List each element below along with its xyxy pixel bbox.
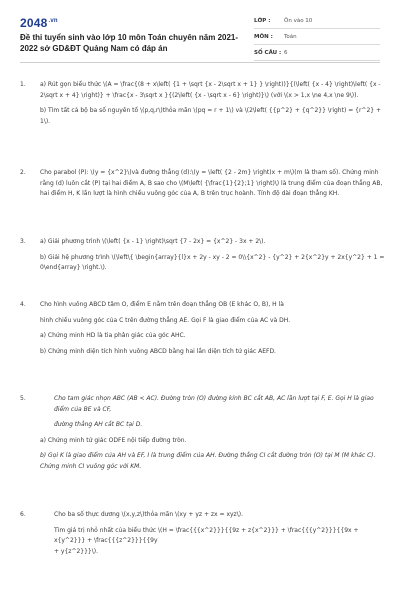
meta-value: Ôn vào 10	[284, 17, 313, 24]
question-text: Cho ba số thực dương \(x,y,z\)thỏa mãn \(xy + yz + zx = xyz\).	[54, 511, 243, 518]
question-number: 1.	[20, 81, 26, 88]
question-number: 4.	[20, 301, 26, 308]
question-body	[40, 510, 386, 557]
question-text: Cho hình vuông ABCD tâm O, điểm E nằm trên đoạn thẳng OB (E khác O, B), H là	[40, 301, 284, 308]
meta-value: Toán	[284, 33, 297, 40]
question-text: + y{z^2}}}\).	[54, 547, 99, 555]
question-body	[40, 394, 386, 472]
question-text: b) Gọi K là giao điểm của AH và EF, I là trung điểm của AH. Đường thẳng CI cắt đường tròn (O) tại M (M khác C). Chứng minh CI vuông góc với KM.	[40, 452, 376, 470]
question-body	[40, 237, 386, 274]
question-number: 3.	[20, 238, 26, 245]
header-divider	[20, 62, 380, 63]
question-body	[40, 300, 386, 357]
question-text: b) Tìm tất cả bộ ba số nguyên tố \(p,q,r\)thỏa mãn \(pq = r + 1\) và \(2\left( {{p^2} + {q^2}} \right) = {r^2} + 1\).	[40, 107, 382, 125]
meta-row-count	[254, 45, 380, 61]
question-text: a) Chứng minh HD là tia phân giác của góc AHC.	[40, 332, 186, 339]
document-title: Đề thi tuyển sinh vào lớp 10 môn Toán chuyên năm 2021-2022 sở GD&ĐT Quảng Nam có đáp án	[20, 33, 239, 53]
question-text: hình chiếu vuông góc của C trên đường thẳng AE. Gọi F là giao điểm của AC và DH.	[40, 316, 291, 324]
question-text: a) Chứng minh tứ giác ODFE nội tiếp đường tròn.	[40, 436, 187, 444]
meta-label: MÔN :	[254, 33, 273, 40]
question-text: Cho tam giác nhọn ABC (AB < AC). Đường tròn (O) đường kính BC cắt AB, AC lần lượt tại F, E. Gọi H là giao điểm của BE và CF,	[54, 395, 374, 413]
meta-value: 6	[284, 49, 288, 56]
question-number: 5.	[20, 395, 26, 402]
question-1	[20, 80, 386, 127]
question-text: b) Giải hệ phương trình \(\left\{ \begin{array}{l}x + 2y - xy - 2 = 0\\{x^2} - {y^2} + 2{x^2}y + 2x{y^2} + 1 = 0\end{array} \right.\).	[40, 253, 385, 271]
question-6	[20, 510, 386, 557]
question-text: Cho parabol (P): \(y = {x^2}\)và đường thẳng (d):\(y = \left( {2 - 2m} \right)x + m\)(m là tham số). Chứng minh rằng (d) luôn cắt (P) tại hai điểm A, B sao cho \(M\left( {\frac{1}{2};1} \right)\) là trung điểm của đoạn thẳng AB, hai điểm H, K lần lượt là hình chiếu vuông góc của A, B trên trục hoành. Tính độ dài đoạn thẳng KH.	[40, 169, 383, 197]
meta-label: SỐ CÂU :	[254, 49, 282, 56]
question-text: a) Giải phương trình \(\left( {x - 1} \right)\sqrt {7 - 2x} = {x^2} - 3x + 2\).	[40, 238, 266, 245]
question-text: b) Chứng minh diện tích hình vuông ABCD bằng hai lần diện tích tứ giác AEFD.	[40, 347, 276, 355]
question-text: đường thẳng AH cắt BC tại D.	[54, 421, 143, 428]
logo-suffix: .vn	[48, 18, 58, 24]
meta-row-class	[254, 13, 380, 29]
meta-label: LỚP :	[254, 17, 271, 24]
question-body	[40, 80, 386, 127]
question-number: 6.	[20, 511, 26, 518]
meta-table	[254, 13, 380, 61]
question-text: Tìm giá trị nhỏ nhất của biểu thức \(H = \frac{{{x^2}}}{{9z + z{x^2}}} + \frac{{{y^2}}}{{9x + x{y^2}}} + \frac{{{z^2}}}{{9y	[54, 526, 359, 544]
question-number: 2.	[20, 169, 26, 176]
meta-row-subject	[254, 29, 380, 45]
question-3	[20, 237, 386, 274]
logo-text: 2048	[20, 16, 48, 30]
site-logo[interactable]	[20, 16, 58, 30]
question-5	[20, 394, 386, 472]
question-2	[20, 168, 386, 200]
question-4	[20, 300, 386, 357]
question-body	[40, 168, 386, 200]
question-text: a) Rút gọn biểu thức \(A = \frac{(8 + x\left( {1 + \sqrt {x - 2\sqrt x + 1} } \right))}{(\left( {x - 4} \right)\left( {x - 2\sqrt x + 4} \right)} + \frac{x - 3\sqrt x }{(2\left( {x - \sqrt x - 6} \right)}\) (với \(x > 1,x \ne 4,x \ne 9\)).	[40, 81, 381, 99]
